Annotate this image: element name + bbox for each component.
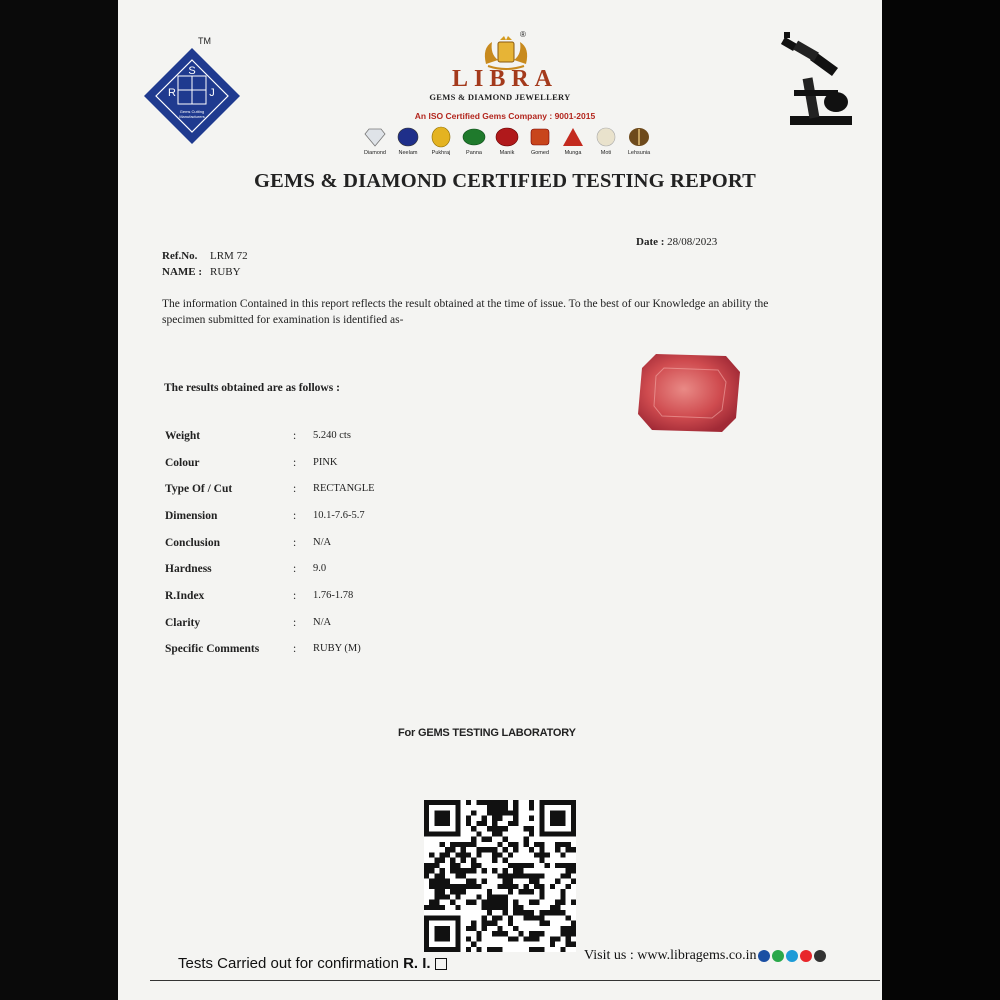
gem-icons-row — [360, 126, 656, 166]
gem-item — [459, 126, 489, 166]
srj-letter-j: J — [209, 87, 215, 99]
property-label: Specific Comments — [165, 643, 260, 655]
property-row — [165, 483, 465, 501]
report-title: GEMS & DIAMOND CERTIFIED TESTING REPORT — [253, 170, 757, 192]
date-label: Date : — [636, 236, 665, 248]
property-label: Clarity — [165, 617, 201, 629]
property-row — [165, 537, 465, 555]
name-row — [162, 264, 248, 280]
background-right — [882, 0, 1000, 1000]
gem-label: Diamond — [363, 150, 386, 156]
ref-label: Ref.No. — [162, 250, 198, 262]
emerald-icon — [462, 126, 486, 148]
gem-label: Neelam — [398, 150, 418, 156]
report-date — [636, 236, 717, 248]
srj-letter-s: S — [188, 65, 196, 77]
property-label: Conclusion — [165, 537, 220, 549]
srj-tagline-1: Gems Cutting — [179, 109, 205, 114]
social-icon[interactable] — [800, 950, 812, 962]
libra-crest-icon — [478, 34, 534, 70]
footer-confirmation — [178, 955, 447, 972]
brand-subtitle: GEMS & DIAMOND JEWELLERY — [429, 92, 571, 102]
property-row — [165, 563, 465, 581]
property-label: Colour — [165, 457, 200, 469]
gem-label: Moti — [600, 150, 612, 156]
property-value: N/A — [313, 617, 332, 628]
property-label: R.Index — [165, 590, 205, 602]
social-icon[interactable] — [758, 950, 770, 962]
trademark-mark: TM — [198, 36, 211, 46]
property-value: 10.1-7.6-5.7 — [313, 510, 365, 521]
gem-item — [492, 126, 522, 166]
name-label: NAME : — [162, 266, 203, 278]
property-row — [165, 643, 465, 661]
property-colon: : — [293, 617, 297, 629]
property-label: Weight — [165, 430, 201, 442]
gem-item — [525, 126, 555, 166]
footer-confirmation-text: Tests Carried out for confirmation — [178, 955, 399, 972]
srj-logo — [142, 46, 242, 146]
gem-label: Gomed — [530, 150, 550, 156]
property-row — [165, 457, 465, 475]
property-value: RECTANGLE — [313, 483, 375, 494]
blue-sapphire-icon — [396, 126, 420, 148]
property-value: 9.0 — [313, 563, 327, 574]
diamond-icon — [363, 126, 387, 148]
property-value: RUBY (M) — [313, 643, 361, 654]
property-colon: : — [293, 483, 297, 495]
social-icon[interactable] — [814, 950, 826, 962]
property-row — [165, 510, 465, 528]
social-icon[interactable] — [786, 950, 798, 962]
gem-label: Manik — [499, 150, 515, 156]
property-row — [165, 590, 465, 608]
property-value: PINK — [313, 457, 338, 468]
microscope-icon — [776, 32, 858, 128]
property-colon: : — [293, 590, 297, 602]
footer-website — [584, 948, 826, 964]
coral-icon — [561, 126, 585, 148]
registered-mark: ® — [520, 30, 526, 39]
gem-item — [393, 126, 423, 166]
gem-item — [426, 126, 456, 166]
property-value: 5.240 cts — [313, 430, 351, 441]
property-label: Dimension — [165, 510, 218, 522]
property-label: Hardness — [165, 563, 212, 575]
date-value: 28/08/2023 — [667, 236, 718, 248]
srj-letter-r: R — [168, 87, 176, 99]
qr-code — [424, 800, 576, 952]
ruby-icon — [495, 126, 519, 148]
website-text: Visit us : www.libragems.co.in — [584, 948, 757, 963]
footer-ri: R. I. — [403, 955, 431, 972]
gem-item — [591, 126, 621, 166]
checkbox-square — [435, 958, 447, 970]
property-label: Type Of / Cut — [165, 483, 233, 495]
brand-name: LIBRA — [451, 66, 559, 92]
reference-block — [162, 248, 248, 280]
info-paragraph: The information Contained in this report reflects the result obtained at the time of issue. To the best of our Knowledge an ability the specimen submitted for examination is identified as- — [162, 298, 769, 326]
property-colon: : — [293, 537, 297, 549]
gem-label: Munga — [564, 150, 582, 156]
footer-divider — [150, 980, 880, 981]
gem-label: Lehsunia — [627, 150, 651, 156]
property-colon: : — [293, 430, 297, 442]
property-colon: : — [293, 510, 297, 522]
pearl-icon — [594, 126, 618, 148]
gem-label: Pukhraj — [431, 150, 451, 156]
hessonite-icon — [528, 126, 552, 148]
property-row — [165, 617, 465, 635]
property-colon: : — [293, 563, 297, 575]
gem-label: Panna — [466, 150, 482, 156]
property-value: 1.76-1.78 — [313, 590, 354, 601]
ruby-stone-image — [634, 350, 744, 434]
cats-eye-icon — [627, 126, 651, 148]
results-heading: The results obtained are as follows : — [164, 382, 340, 394]
social-icons — [758, 950, 826, 962]
gem-item — [624, 126, 654, 166]
property-value: N/A — [313, 537, 332, 548]
ref-row — [162, 248, 248, 264]
property-row — [165, 430, 465, 448]
property-colon: : — [293, 457, 297, 469]
gem-item — [360, 126, 390, 166]
gem-item — [558, 126, 588, 166]
background-left — [0, 0, 118, 1000]
name-value: RUBY — [210, 266, 241, 278]
ref-value: LRM 72 — [210, 250, 248, 262]
iso-certification-line: An ISO Certified Gems Company : 9001-2015 — [414, 111, 596, 121]
srj-tagline-2: Manufacturers — [179, 114, 205, 119]
property-colon: : — [293, 643, 297, 655]
yellow-sapphire-icon — [429, 126, 453, 148]
lab-signature: For GEMS TESTING LABORATORY — [398, 727, 576, 739]
social-icon[interactable] — [772, 950, 784, 962]
